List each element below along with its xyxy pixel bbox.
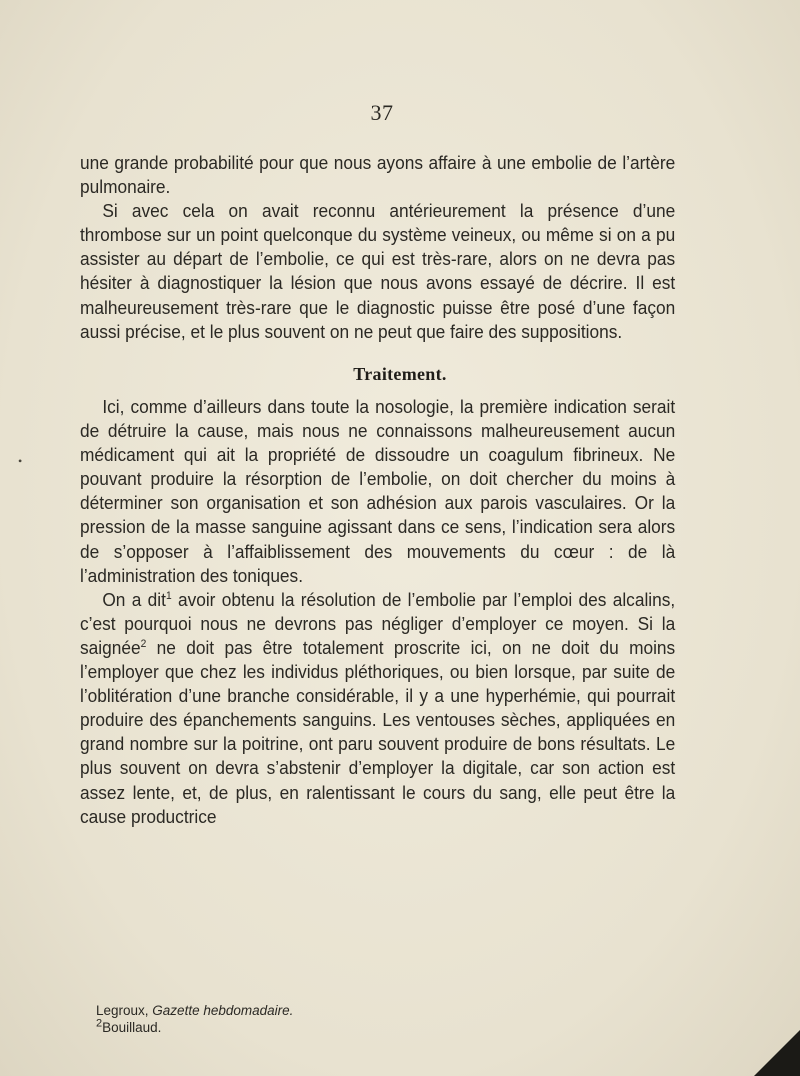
footnote-2-author: Bouillaud.: [102, 1020, 162, 1035]
paragraph-4-middle: avoir obtenu la résolution de l’embolie par l’emploi des alcalins, c’est pourquoi nous ne devrons pas négliger d’employer ce moyen. Si la saignée: [80, 588, 676, 658]
footnote-2-marker: 2: [96, 1017, 103, 1030]
text-block-top: [80, 151, 675, 344]
footnote-1-source: Gazette hebdomadaire.: [152, 1003, 294, 1018]
footnote-2: [96, 1019, 293, 1036]
page-number: 37: [370, 100, 394, 125]
text-block-bottom: [80, 395, 675, 829]
page-corner-shadow: [754, 1030, 800, 1076]
footnote-ref-1: 1: [165, 589, 172, 602]
footnote-ref-2: 2: [140, 637, 147, 650]
footnotes: [96, 1002, 293, 1036]
paragraph-3: Ici, comme d’ailleurs dans toute la nosologie, la première indication serait de détruire la cause, mais nous ne connaissons malheureusement aucun médicament qui ait la propriété de dissoudre un coagulum fibrineux. Ne pouvant produire la résorption de l’embolie, on doit chercher du moins à déterminer son organisation et son adhésion aux parois vasculaires. Or la pression de la masse sanguine agissant dans ce sens, l’indication sera alors de s’opposer à l’affaiblissement des mouvements du cœur : de là l’administration des toniques.: [80, 396, 676, 586]
paragraph-4-start: On a dit: [102, 588, 166, 610]
section-heading: Traitement.: [353, 364, 447, 384]
footnote-1-author: Legroux,: [96, 1003, 153, 1018]
paragraph-4: [80, 588, 675, 829]
paragraph-4-end: ne doit pas être totalement proscrite ici, on ne doit du moins l’employer que chez les individus pléthoriques, ou bien lorsque, par suite de l’oblitération d’une branche considérable, il y a une hyperhémie, qui pourrait produire des épanchements sanguins. Les ventouses sèches, appliquées en grand nombre sur la poitrine, ont paru souvent produire de bons résultats. Le plus souvent on devra s’abstenir d’employer la digitale, car son action est assez lente, et, de plus, en ralentissant le cours du sang, elle peut être la cause productrice: [80, 636, 676, 827]
footnote-1: [96, 1002, 293, 1019]
paragraph-2: Si avec cela on avait reconnu antérieurement la présence d’une thrombose sur un point quelconque du système veineux, ou même si on a pu assister au départ de l’embolie, ce qui est très-rare, alors on ne devra pas hésiter à diagnostiquer la lésion que nous avons essayé de décrire. Il est malheureusement très-rare que le diagnostic puisse être posé d’une façon aussi précise, et le plus souvent on ne peut que faire des suppositions.: [80, 200, 676, 342]
paragraph-1: une grande probabilité pour que nous ayons affaire à une embolie de l’artère pulmonaire.: [80, 152, 676, 198]
margin-mark: •: [18, 454, 23, 468]
